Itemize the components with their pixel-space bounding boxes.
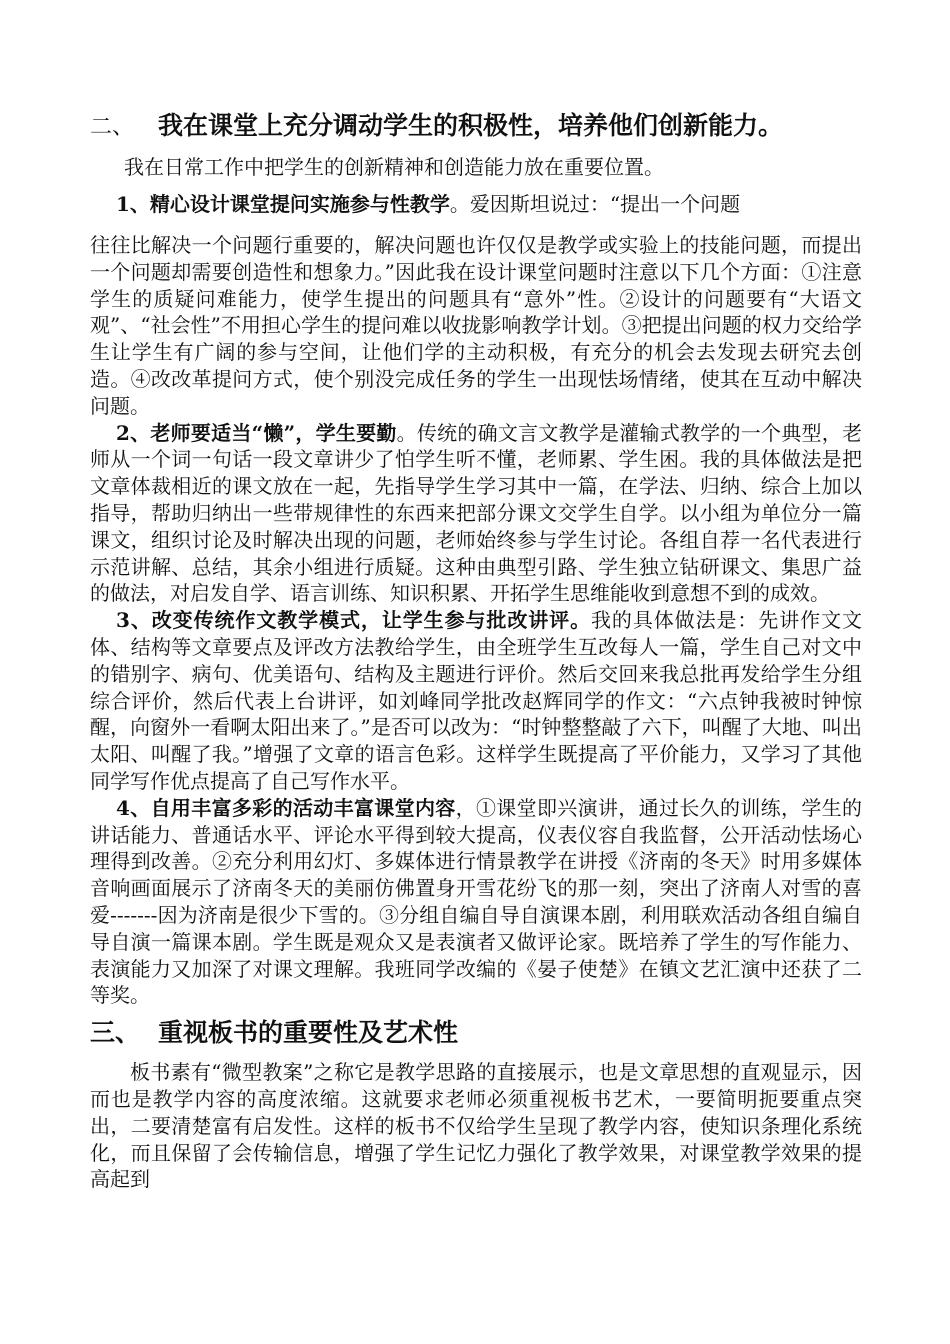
- section-2-title: 我在课堂上充分调动学生的积极性，培养他们创新能力。: [158, 111, 784, 140]
- document-page: [90, 108, 862, 1193]
- section-2-intro: 我在日常工作中把学生的创新精神和创造能力放在重要位置。: [124, 155, 664, 179]
- section-3-body: 板书素有“微型教案”之称它是教学思路的直接展示，也是文章思想的直观显示，因而也是教学内容的高度浓缩。这就要求老师必须重视板书艺术，一要简明扼要重点突出，二要清楚富有启发性。这样的板书不仅给学生呈现了教学内容，使知识条理化系统化，而且保留了会传输信息，增强了学生记忆力强化了教学效果，对课堂教学效果的提高起到: [90, 1060, 862, 1192]
- item-4-lead: 4、自用丰富多彩的活动丰富课堂内容: [116, 795, 456, 820]
- item-2-paragraph: [90, 420, 862, 608]
- item-1-lead-line: [90, 190, 862, 218]
- section-2-heading: [90, 108, 862, 146]
- section-3-number: 三、: [90, 1018, 141, 1048]
- item-2-body: 。传统的确文言文教学是灌输式教学的一个典型，老师从一个词一句话一段文章讲少了怕学生听不懂，老师累、学生困。我的具体做法是把文章体裁相近的课文放在一起，先指导学生学习其中一篇，在学法、归纳、综合上加以指导，帮助归纳出一些带规律性的东西来把部分课文交学生自学。以小组为单位分一篇课文，组织讨论及时解决出现的问题，老师始终参与学生讨论。各组自荐一名代表进行示范讲解、总结，其余小组进行质疑。这种由典型引路、学生独立钻研课文、集思广益的做法，对启发自学、语言训练、知识积累、开拓学生思维能收到意想不到的成效。: [90, 420, 862, 606]
- item-1-paragraph: [90, 190, 862, 218]
- item-1-body: 往往比解决一个问题行重要的，解决问题也许仅仅是教学或实验上的技能问题，而提出一个问题却需要创造性和想象力。”因此我在设计课堂问题时注意以下几个方面：①注意学生的质疑问难能力，使学生提出的问题具有“意外”性。②设计的问题要有“大语文观”、“社会性”不用担心学生的提问难以收拢影响教学计划。③把提出问题的权力交给学生让学生有广阔的参与空间，让他们学的主动积极，有充分的机会去发现去研究去创造。④改改革提问方式，使个别没完成任务的学生一出现怯场情绪，使其在互动中解决问题。: [90, 233, 862, 418]
- section-2-number: 二、: [90, 115, 135, 140]
- item-3-lead: 3、改变传统作文教学模式，让学生参与批改讲评。: [116, 608, 591, 633]
- item-3-body: 我的具体做法是：先讲作文文体、结构等文章要点及评改方法教给学生，由全班学生互改每人一篇，学生自己对文中的错别字、病句、优美语句、结构及主题进行评价。然后交回来我总批再发给学生分组综合评价，然后代表上台讲评，如刘峰同学批改赵辉同学的作文：“六点钟我被时钟惊醒，向窗外一看啊太阳出来了。”是否可以改为：“时钟整整敲了六下，叫醒了大地、叫出太阳、叫醒了我。”增强了文章的语言色彩。这样学生既提高了平价能力，又学习了其他同学写作优点提高了自己写作水平。: [90, 608, 862, 793]
- item-2-lead: 2、老师要适当“懒”，学生要勤: [116, 420, 397, 445]
- item-4-body: ，①课堂即兴演讲，通过长久的训练，学生的讲话能力、普通话水平、评论水平得到较大提高，仪表仪容自我监督，公开活动怯场心理得到改善。②充分利用幻灯、多媒体进行情景教学在讲授《济南的冬天》时用多媒体音响画面展示了济南冬天的美丽仿佛置身开雪花纷飞的那一刻，突出了济南人对雪的喜爱-------因为济南是很少下雪的。③分组自编自导自演课本剧，利用联欢活动各组自编自导自演一篇课本剧。学生既是观众又是表演者又做评论家。既培养了学生的写作能力、表演能力又加深了对课文理解。我班同学改编的《晏子使楚》在镇文艺汇演中还获了二等奖。: [90, 795, 862, 1008]
- item-3-paragraph: [90, 607, 862, 795]
- item-4-paragraph: [90, 795, 862, 1009]
- item-1-lead: 1、精心设计课堂提问实施参与性教学: [116, 192, 450, 216]
- section-3-title: 重视板书的重要性及艺术性: [158, 1018, 459, 1048]
- section-3-heading: [90, 1015, 862, 1051]
- item-1-first-line: 。爱因斯坦说过：“提出一个问题: [449, 192, 741, 216]
